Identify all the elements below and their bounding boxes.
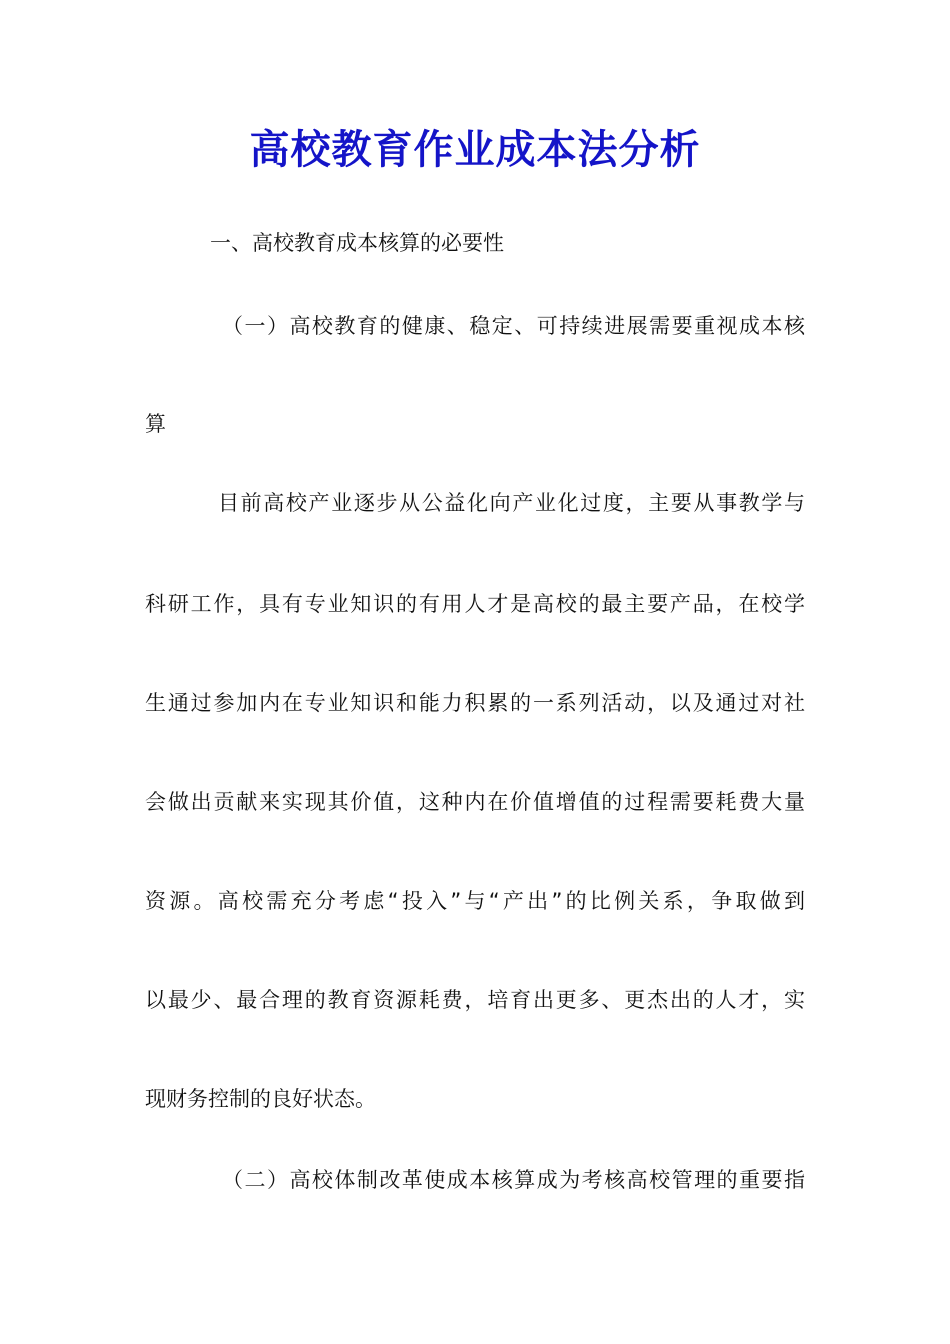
subsection-heading-line: （一）高校教育的健康、稳定、可持续进展需要重视成本核: [222, 314, 805, 338]
paragraph-line: 现财务控制的良好状态。: [145, 1087, 376, 1111]
document-title: 高校教育作业成本法分析: [249, 126, 701, 173]
paragraph-line: 目前高校产业逐步从公益化向产业化过度，主要从事教学与: [218, 491, 805, 515]
paragraph-line: 资源。高校需充分考虑“投入”与“产出”的比例关系，争取做到: [145, 889, 805, 913]
paragraph-line: 科研工作，具有专业知识的有用人才是高校的最主要产品，在校学: [145, 592, 805, 616]
section-heading: 一、高校教育成本核算的必要性: [210, 231, 504, 255]
paragraph-line: 以最少、最合理的教育资源耗费，培育出更多、更杰出的人才，实: [145, 988, 805, 1012]
subsection-heading-line: （二）高校体制改革使成本核算成为考核高校管理的重要指: [222, 1168, 805, 1192]
subsection-heading-line: 算: [145, 412, 166, 436]
paragraph-line: 生通过参加内在专业知识和能力积累的一系列活动，以及通过对社: [145, 691, 805, 715]
paragraph-line: 会做出贡献来实现其价值，这种内在价值增值的过程需要耗费大量: [145, 790, 805, 814]
